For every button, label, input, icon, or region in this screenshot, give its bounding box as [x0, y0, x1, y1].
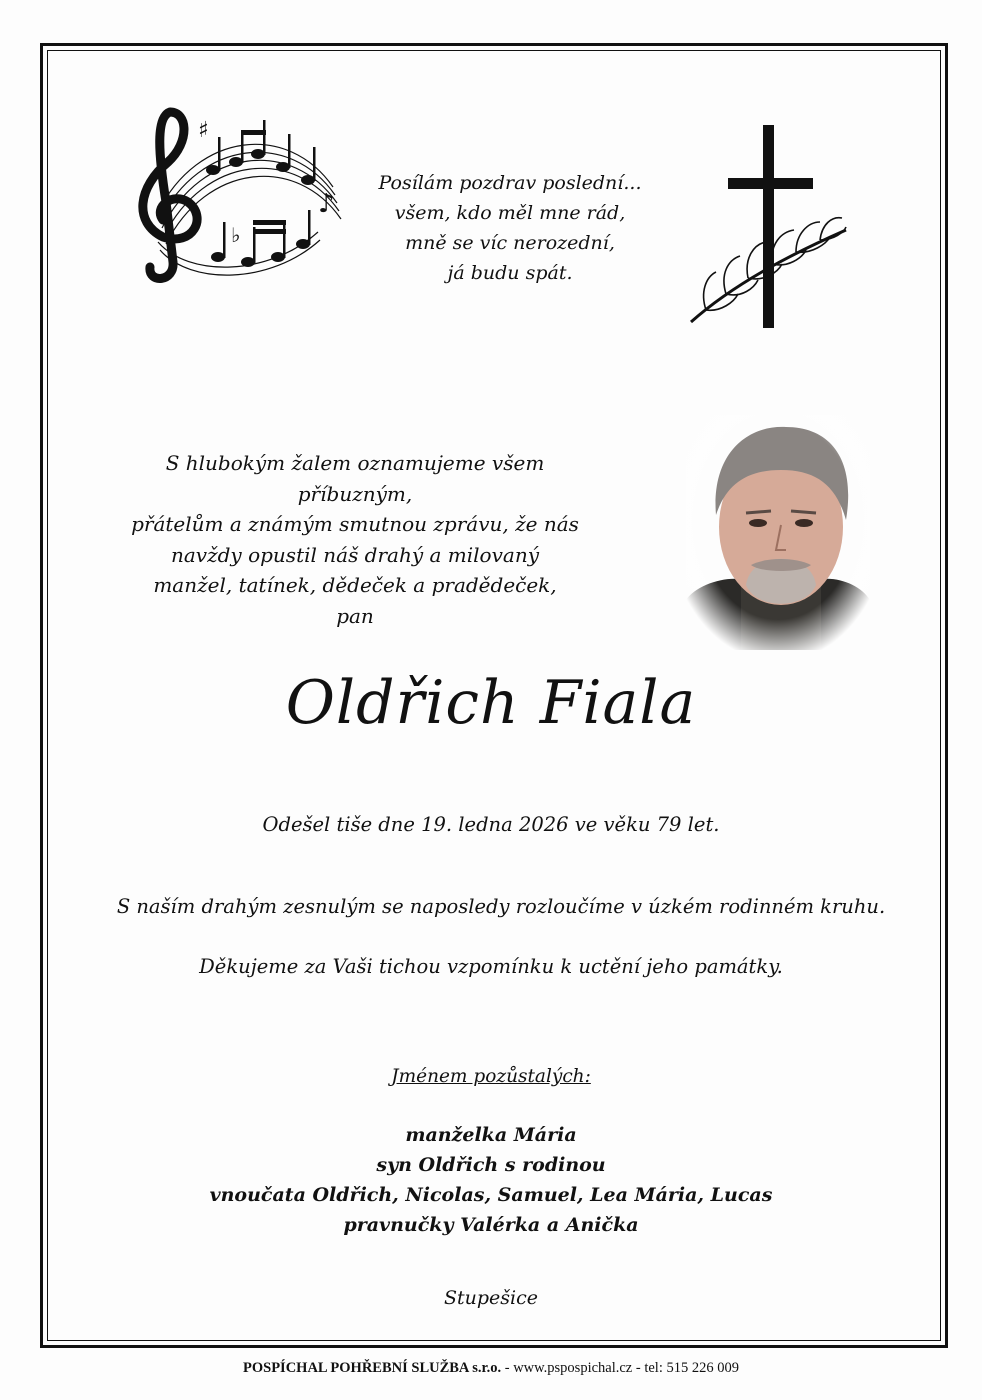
footer-company: POSPÍCHAL POHŘEBNÍ SLUŽBA s.r.o. [243, 1360, 502, 1376]
verse-line: já budu spát. [447, 262, 573, 284]
cross-with-palm-icon [686, 122, 850, 332]
svg-text:♪: ♪ [318, 189, 335, 219]
survivor-line: pravnučky Valérka a Anička [343, 1214, 639, 1236]
place-name: Stupešice [443, 1287, 538, 1309]
verse-line: všem, kdo měl mne rád, [394, 202, 626, 224]
intro-text [120, 448, 590, 631]
death-notice: Odešel tiše dne 19. ledna 2026 ve věku 79 let. [262, 813, 720, 836]
intro-line: manžel, tatínek, dědeček a pradědeček, [153, 573, 557, 597]
music-notes-icon [118, 92, 348, 292]
verse-line: Posílám pozdrav poslední... [378, 172, 642, 194]
verse-line: mně se víc nerozední, [405, 232, 615, 254]
portrait-photo [686, 415, 870, 650]
verse [370, 168, 650, 288]
survivors-list [0, 1120, 982, 1240]
thanks-text: Děkujeme za Vaši tichou vzpomínku k uctění jeho památky. [199, 955, 783, 978]
svg-text:♭: ♭ [231, 223, 241, 247]
intro-line: navždy opustil náš drahý a milovaný [170, 542, 539, 567]
intro-line: přátelům a známým smutnou zprávu, že nás [131, 512, 579, 536]
svg-text:♯: ♯ [198, 118, 209, 143]
intro-line: pan [336, 603, 374, 628]
on-behalf-label: Jménem pozůstalých: [391, 1066, 591, 1087]
survivor-line: manželka Mária [405, 1124, 577, 1146]
deceased-name: Oldřich Fiala [285, 668, 697, 738]
intro-line: S hlubokým žalem oznamujeme všem příbuzným, [165, 451, 545, 506]
survivor-line: vnoučata Oldřich, Nicolas, Samuel, Lea Mária, Lucas [209, 1184, 773, 1206]
farewell-text: S naším drahým zesnulým se naposledy rozloučíme v úzkém rodinném kruhu. [116, 895, 886, 918]
footer [0, 1360, 982, 1377]
footer-contact: - www.pspospichal.cz - tel: 515 226 009 [501, 1360, 739, 1376]
survivor-line: syn Oldřich s rodinou [376, 1154, 606, 1176]
